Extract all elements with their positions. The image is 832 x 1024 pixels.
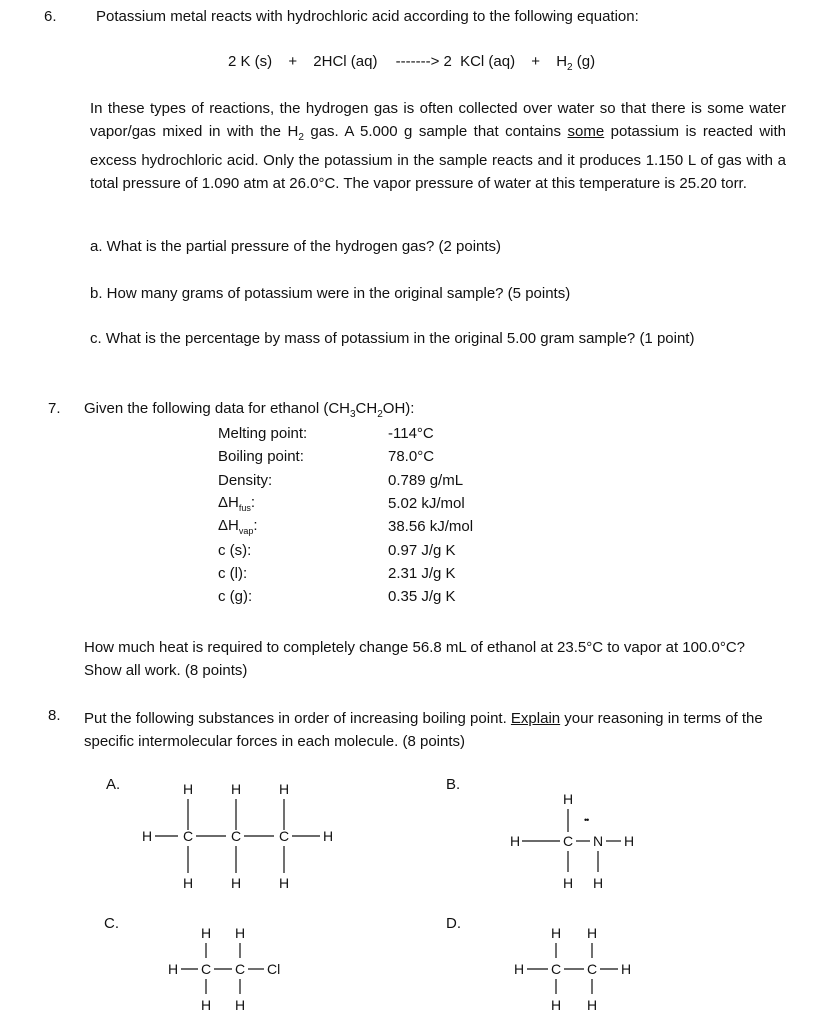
reaction-equation — [228, 53, 595, 73]
equation-plus: + — [288, 53, 298, 70]
atom-h: H — [551, 925, 562, 941]
atom-h: H — [621, 961, 632, 977]
atom-h: H — [551, 997, 562, 1013]
equation-plus: + — [531, 53, 541, 70]
table-row: c (g): 0.35 J/g K — [218, 588, 456, 606]
table-row: $\Delta H_{vap}$: 38.56 kJ/mol — [218, 517, 474, 537]
atom-h: H — [587, 925, 598, 941]
atom-h: H — [168, 961, 179, 977]
structure-b-label: B. — [446, 776, 461, 793]
question-6b: b. How many grams of potassium were in the original sample? (5 points) — [90, 285, 571, 302]
structure-a-label: A. — [106, 776, 121, 793]
atom-h: H — [510, 833, 521, 849]
table-row: Boiling point: 78.0°C — [218, 448, 435, 466]
question-6-intro: Potassium metal reacts with hydrochloric acid according to the following equation: — [96, 8, 639, 25]
table-row: Melting point: -114°C — [218, 425, 434, 443]
atom-c: C — [587, 961, 598, 977]
lone-pair: •• — [584, 815, 589, 825]
atom-h: H — [563, 791, 574, 807]
atom-c: C — [279, 828, 290, 844]
atom-h: H — [323, 828, 334, 844]
structure-b-methylamine — [500, 780, 660, 895]
question-6a: a. What is the partial pressure of the hydrogen gas? (2 points) — [90, 238, 502, 255]
atom-h: H — [183, 875, 194, 891]
atom-h: H — [624, 833, 635, 849]
atom-n: N — [593, 833, 604, 849]
question-6c: c. What is the percentage by mass of potassium in the original 5.00 gram sample? (1 point) — [90, 330, 695, 347]
structure-d-ethane — [504, 918, 654, 1018]
question-6-paragraph: In these types of reactions, the hydrogen gas is often collected over water so that there is some water vapor/gas mixed in with the $H_2$ gas. A 5.000 g sample that contains some potassium is reacted with excess hydrochloric acid. Only the potassium in the sample reacts and it produces 1.150 L of gas with a total pressure of 1.090 atm at 26.0°C. The vapor pressure of water at this temperature is 25.20 torr. — [90, 100, 787, 192]
atom-c: C — [201, 961, 212, 977]
atom-cl: Cl — [267, 961, 281, 977]
equation-reactant-hcl: 2HCl (aq) — [313, 53, 378, 70]
atom-h: H — [142, 828, 153, 844]
atom-h: H — [235, 925, 246, 941]
atom-h: H — [563, 875, 574, 891]
equation-reactant-k: 2 K (s) — [228, 53, 273, 70]
question-6-number: 6. — [44, 8, 57, 25]
atom-c: C — [183, 828, 194, 844]
atom-h: H — [231, 781, 242, 797]
question-8-number: 8. — [48, 707, 61, 724]
question-7-intro: Given the following data for ethanol $(CH_3CH_2OH)$: — [84, 400, 415, 420]
equation-product-h2: $H_2$ (g) — [556, 53, 596, 73]
table-row: c (l): 2.31 J/g K — [218, 564, 456, 582]
structure-c-label: C. — [104, 915, 119, 932]
atom-h: H — [587, 997, 598, 1013]
atom-h: H — [201, 997, 212, 1013]
atom-h: H — [201, 925, 212, 941]
table-row: Density: 0.789 g/mL — [218, 471, 464, 489]
structure-d-label: D. — [446, 915, 461, 932]
ethanol-properties-table — [218, 422, 473, 608]
table-row: c (s): 0.97 J/g K — [218, 541, 456, 559]
question-7-question: How much heat is required to completely change 56.8 mL of ethanol at 23.5°C to vapor at 100.0°C? Show all work. (8 points) — [84, 639, 745, 679]
question-7-number: 7. — [48, 400, 61, 417]
equation-arrow: -------> 2 — [395, 53, 452, 70]
atom-h: H — [183, 781, 194, 797]
atom-h: H — [235, 997, 246, 1013]
atom-c: C — [235, 961, 246, 977]
atom-h: H — [279, 875, 290, 891]
atom-c: C — [551, 961, 562, 977]
question-8-text: Put the following substances in order of increasing boiling point. Explain your reasoning in terms of the specific intermolecular forces in each molecule. (8 points) — [84, 710, 763, 750]
atom-h: H — [231, 875, 242, 891]
table-row: $\Delta H_{fus}$: 5.02 kJ/mol — [218, 494, 465, 514]
equation-product-kcl: KCl (aq) — [460, 53, 516, 70]
atom-h: H — [279, 781, 290, 797]
atom-h: H — [593, 875, 604, 891]
atom-h: H — [514, 961, 525, 977]
structure-c-chloroethane — [160, 918, 310, 1018]
atom-c: C — [231, 828, 242, 844]
structure-a-propane — [130, 770, 360, 895]
atom-c: C — [563, 833, 574, 849]
